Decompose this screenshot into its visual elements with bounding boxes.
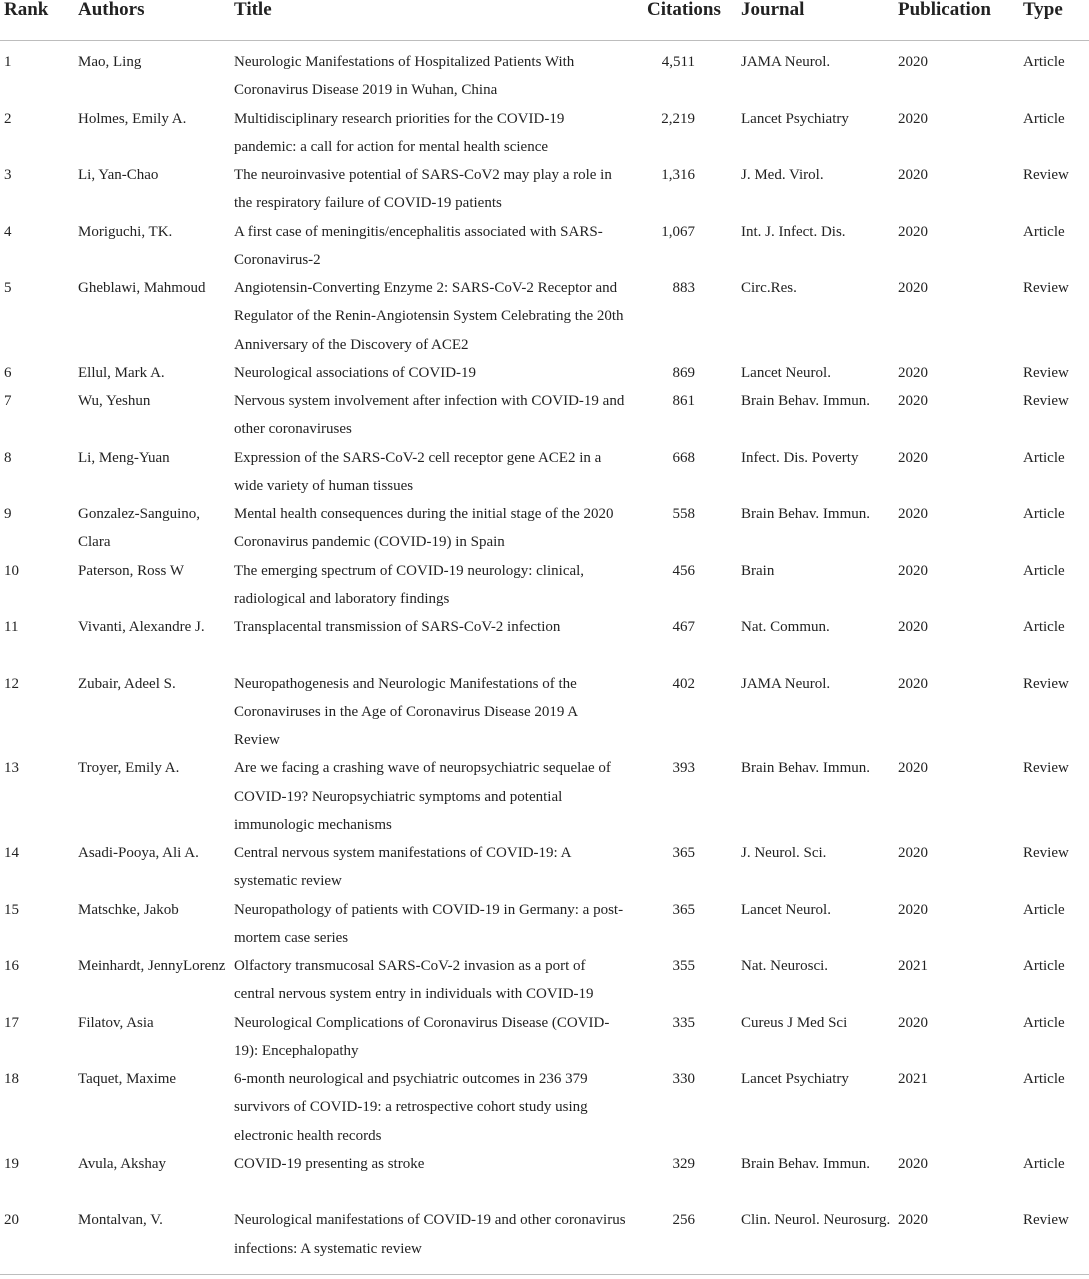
cell-rank: 19 [4, 1155, 19, 1172]
table-row [0, 1206, 1089, 1263]
cell-journal: Brain Behav. Immun. [741, 1155, 871, 1172]
cell-authors: Ellul, Mark A. [78, 364, 165, 381]
header-journal: Journal [741, 0, 805, 20]
cell-type: Review [1023, 845, 1069, 861]
cell-authors: Troyer, Emily A. [78, 760, 180, 777]
cell-publication: 2020 [898, 901, 928, 918]
cell-type: Article [1023, 562, 1065, 579]
table-row [0, 48, 1089, 105]
cell-title: COVID-19 presenting as stroke [234, 1155, 425, 1172]
cell-title: Nervous system involvement after infection with COVID-19 and other coronaviruses [234, 393, 625, 438]
cell-title: Neuropathogenesis and Neurologic Manifestations of the Coronaviruses in the Age of Coronavirus Disease 2019 A Review [234, 675, 578, 748]
table-row [0, 1065, 1089, 1150]
cell-type: Review [1023, 393, 1069, 409]
cell-type: Review [1023, 280, 1069, 296]
cell-authors: Asadi-Pooya, Ali A. [78, 845, 199, 861]
cell-title: Neuropathology of patients with COVID-19 in Germany: a post-mortem case series [234, 901, 624, 946]
cell-rank: 3 [4, 167, 12, 183]
cell-citations: 335 [672, 1014, 695, 1031]
cell-citations: 329 [672, 1155, 695, 1172]
cell-authors: Moriguchi, TK. [78, 223, 173, 240]
cell-rank: 9 [4, 506, 12, 522]
cell-authors: Avula, Akshay [78, 1155, 167, 1172]
cell-publication: 2020 [898, 1014, 928, 1031]
cell-journal: Lancet Psychiatry [741, 110, 849, 127]
cell-citations: 365 [672, 845, 695, 861]
cell-type: Article [1023, 54, 1065, 70]
cell-rank: 1 [4, 54, 12, 70]
cell-citations: 861 [672, 393, 695, 409]
cell-rank: 18 [4, 1071, 19, 1087]
cell-title: Neurological Complications of Coronavirus Disease (COVID-19): Encephalopathy [234, 1014, 610, 1059]
cell-citations: 402 [672, 675, 695, 692]
cell-publication: 2020 [898, 506, 928, 522]
table-row [0, 670, 1089, 755]
cell-journal: Lancet Psychiatry [741, 1071, 849, 1087]
table-row [0, 274, 1089, 359]
cell-journal: J. Neurol. Sci. [741, 845, 827, 861]
table-row [0, 218, 1089, 275]
cell-publication: 2020 [898, 675, 928, 692]
cell-authors: Li, Meng-Yuan [78, 449, 170, 466]
cell-rank: 17 [4, 1014, 19, 1031]
cell-journal: Brain [741, 562, 775, 579]
header-authors: Authors [78, 0, 145, 20]
cell-authors: Vivanti, Alexandre J. [78, 619, 205, 635]
cell-rank: 11 [4, 619, 19, 635]
table-row [0, 896, 1089, 953]
cell-citations: 668 [672, 449, 695, 466]
cell-journal: JAMA Neurol. [741, 675, 831, 692]
cell-title: Mental health consequences during the initial stage of the 2020 Coronavirus pandemic (COVID-19) in Spain [234, 506, 614, 551]
cell-authors: Wu, Yeshun [78, 393, 151, 409]
table-row [0, 387, 1089, 444]
header-publication: Publication [898, 0, 991, 20]
cell-citations: 1,316 [661, 167, 695, 183]
cell-type: Review [1023, 1212, 1069, 1229]
cell-title: Olfactory transmucosal SARS-CoV-2 invasion as a port of central nervous system entry in individuals with COVID-19 [234, 958, 594, 1003]
cell-publication: 2020 [898, 449, 928, 466]
cell-rank: 8 [4, 449, 12, 466]
cell-journal: Nat. Neurosci. [741, 958, 829, 974]
cell-title: Neurological associations of COVID-19 [234, 364, 477, 381]
cell-rank: 14 [4, 845, 19, 861]
cell-publication: 2020 [898, 364, 928, 381]
cell-journal: Infect. Dis. Poverty [741, 449, 859, 466]
cell-rank: 10 [4, 562, 19, 579]
cell-authors: Gonzalez-Sanguino, Clara [78, 506, 201, 551]
cell-authors: Meinhardt, JennyLorenz [78, 958, 226, 974]
cell-publication: 2020 [898, 562, 928, 579]
cell-publication: 2020 [898, 845, 928, 861]
header-title: Title [234, 0, 272, 20]
cell-citations: 869 [672, 364, 695, 381]
cell-rank: 20 [4, 1212, 19, 1229]
cell-journal: Clin. Neurol. Neurosurg. [741, 1212, 891, 1229]
cell-publication: 2020 [898, 619, 928, 635]
header-type: Type [1023, 0, 1063, 20]
cell-citations: 365 [672, 901, 695, 918]
cell-title: Transplacental transmission of SARS-CoV-2 infection [234, 619, 561, 635]
cell-authors: Filatov, Asia [78, 1014, 154, 1031]
cell-type: Article [1023, 506, 1065, 522]
cell-type: Article [1023, 1155, 1065, 1172]
table-row [0, 105, 1089, 162]
cell-type: Article [1023, 958, 1065, 974]
cell-publication: 2020 [898, 280, 928, 296]
cell-title: Central nervous system manifestations of COVID-19: A systematic review [234, 845, 571, 890]
cell-rank: 6 [4, 364, 12, 381]
cell-title: A first case of meningitis/encephalitis associated with SARS-Coronavirus-2 [234, 223, 603, 268]
table-row [0, 444, 1089, 501]
table-row [0, 161, 1089, 218]
cell-citations: 256 [672, 1212, 695, 1229]
cell-title: Angiotensin-Converting Enzyme 2: SARS-CoV-2 Receptor and Regulator of the Renin-Angiotensin System Celebrating the 20th Anniversary of the Discovery of ACE2 [234, 280, 624, 353]
header-citations: Citations [647, 0, 721, 20]
cell-rank: 13 [4, 760, 19, 777]
cell-authors: Matschke, Jakob [78, 901, 179, 918]
cell-authors: Li, Yan-Chao [78, 167, 159, 183]
cell-publication: 2020 [898, 1212, 928, 1229]
cell-type: Article [1023, 901, 1065, 918]
cell-citations: 2,219 [661, 110, 695, 127]
cell-rank: 7 [4, 393, 12, 409]
cell-journal: Brain Behav. Immun. [741, 393, 871, 409]
table-row [0, 500, 1089, 557]
cell-publication: 2020 [898, 167, 928, 183]
cell-title: Expression of the SARS-CoV-2 cell receptor gene ACE2 in a wide variety of human tissues [234, 449, 602, 494]
cell-type: Article [1023, 619, 1065, 635]
cell-title: The emerging spectrum of COVID-19 neurology: clinical, radiological and laboratory findings [234, 562, 585, 607]
cell-authors: Gheblawi, Mahmoud [78, 280, 206, 296]
cell-publication: 2021 [898, 1071, 928, 1087]
table-header [0, 0, 1089, 41]
header-rank: Rank [4, 0, 49, 20]
cell-citations: 393 [672, 760, 695, 777]
table-row [0, 839, 1089, 896]
cell-type: Article [1023, 223, 1065, 240]
cell-type: Article [1023, 1014, 1065, 1031]
cell-citations: 4,511 [661, 54, 695, 70]
cell-citations: 355 [672, 958, 695, 974]
cell-publication: 2020 [898, 223, 928, 240]
cell-title: Are we facing a crashing wave of neuropsychiatric sequelae of COVID-19? Neuropsychiatric symptoms and potential immunologic mechanisms [234, 760, 611, 833]
cell-authors: Taquet, Maxime [78, 1071, 177, 1087]
cell-citations: 558 [672, 506, 695, 522]
cell-title: Multidisciplinary research priorities for the COVID-19 pandemic: a call for action for mental health science [234, 110, 565, 155]
table-row [0, 557, 1089, 614]
cell-journal: Brain Behav. Immun. [741, 760, 871, 777]
table-row [0, 754, 1089, 839]
cell-journal: Brain Behav. Immun. [741, 506, 871, 522]
cell-authors: Paterson, Ross W [78, 562, 184, 579]
cell-title: 6-month neurological and psychiatric outcomes in 236 379 survivors of COVID-19: a retrospective cohort study using electronic health records [234, 1071, 588, 1144]
table-row [0, 613, 1089, 670]
cell-journal: Cureus J Med Sci [741, 1014, 848, 1031]
cell-publication: 2020 [898, 760, 928, 777]
cell-journal: Lancet Neurol. [741, 364, 831, 381]
cell-authors: Zubair, Adeel S. [78, 675, 176, 692]
cell-journal: Circ.Res. [741, 280, 797, 296]
cell-rank: 15 [4, 901, 19, 918]
cell-citations: 883 [672, 280, 695, 296]
cell-title: Neurologic Manifestations of Hospitalized Patients With Coronavirus Disease 2019 in Wuhan, China [234, 54, 575, 99]
cell-rank: 5 [4, 280, 12, 296]
cell-journal: Nat. Commun. [741, 619, 830, 635]
cell-type: Article [1023, 110, 1065, 127]
cell-journal: Int. J. Infect. Dis. [741, 223, 846, 240]
cell-authors: Montalvan, V. [78, 1212, 163, 1229]
cell-citations: 456 [672, 562, 695, 579]
cell-journal: JAMA Neurol. [741, 54, 831, 70]
cell-journal: J. Med. Virol. [741, 167, 824, 183]
cell-rank: 2 [4, 110, 12, 127]
cell-type: Review [1023, 167, 1069, 183]
cell-publication: 2020 [898, 1155, 928, 1172]
table-row [0, 1150, 1089, 1207]
cell-type: Review [1023, 675, 1069, 692]
cell-type: Review [1023, 364, 1069, 381]
table-row [0, 952, 1089, 1009]
cell-authors: Holmes, Emily A. [78, 110, 187, 127]
cell-type: Review [1023, 760, 1069, 777]
cell-title: Neurological manifestations of COVID-19 and other coronavirus infections: A systematic review [234, 1212, 626, 1257]
cell-publication: 2020 [898, 54, 928, 70]
cell-title: The neuroinvasive potential of SARS-CoV2 may play a role in the respiratory failure of COVID-19 patients [234, 167, 612, 212]
cell-publication: 2020 [898, 110, 928, 127]
table-bottom-rule [0, 1274, 1089, 1275]
cell-journal: Lancet Neurol. [741, 901, 831, 918]
cell-citations: 467 [672, 619, 695, 635]
cell-publication: 2021 [898, 958, 928, 974]
cell-type: Article [1023, 449, 1065, 466]
cell-rank: 4 [4, 223, 12, 240]
cell-authors: Mao, Ling [78, 54, 142, 70]
table-row [0, 359, 1089, 387]
cell-publication: 2020 [898, 393, 928, 409]
cell-rank: 16 [4, 958, 19, 974]
table-row [0, 1009, 1089, 1066]
cell-type: Article [1023, 1071, 1065, 1087]
cell-citations: 1,067 [661, 223, 695, 240]
cell-rank: 12 [4, 675, 19, 692]
cell-citations: 330 [672, 1071, 695, 1087]
